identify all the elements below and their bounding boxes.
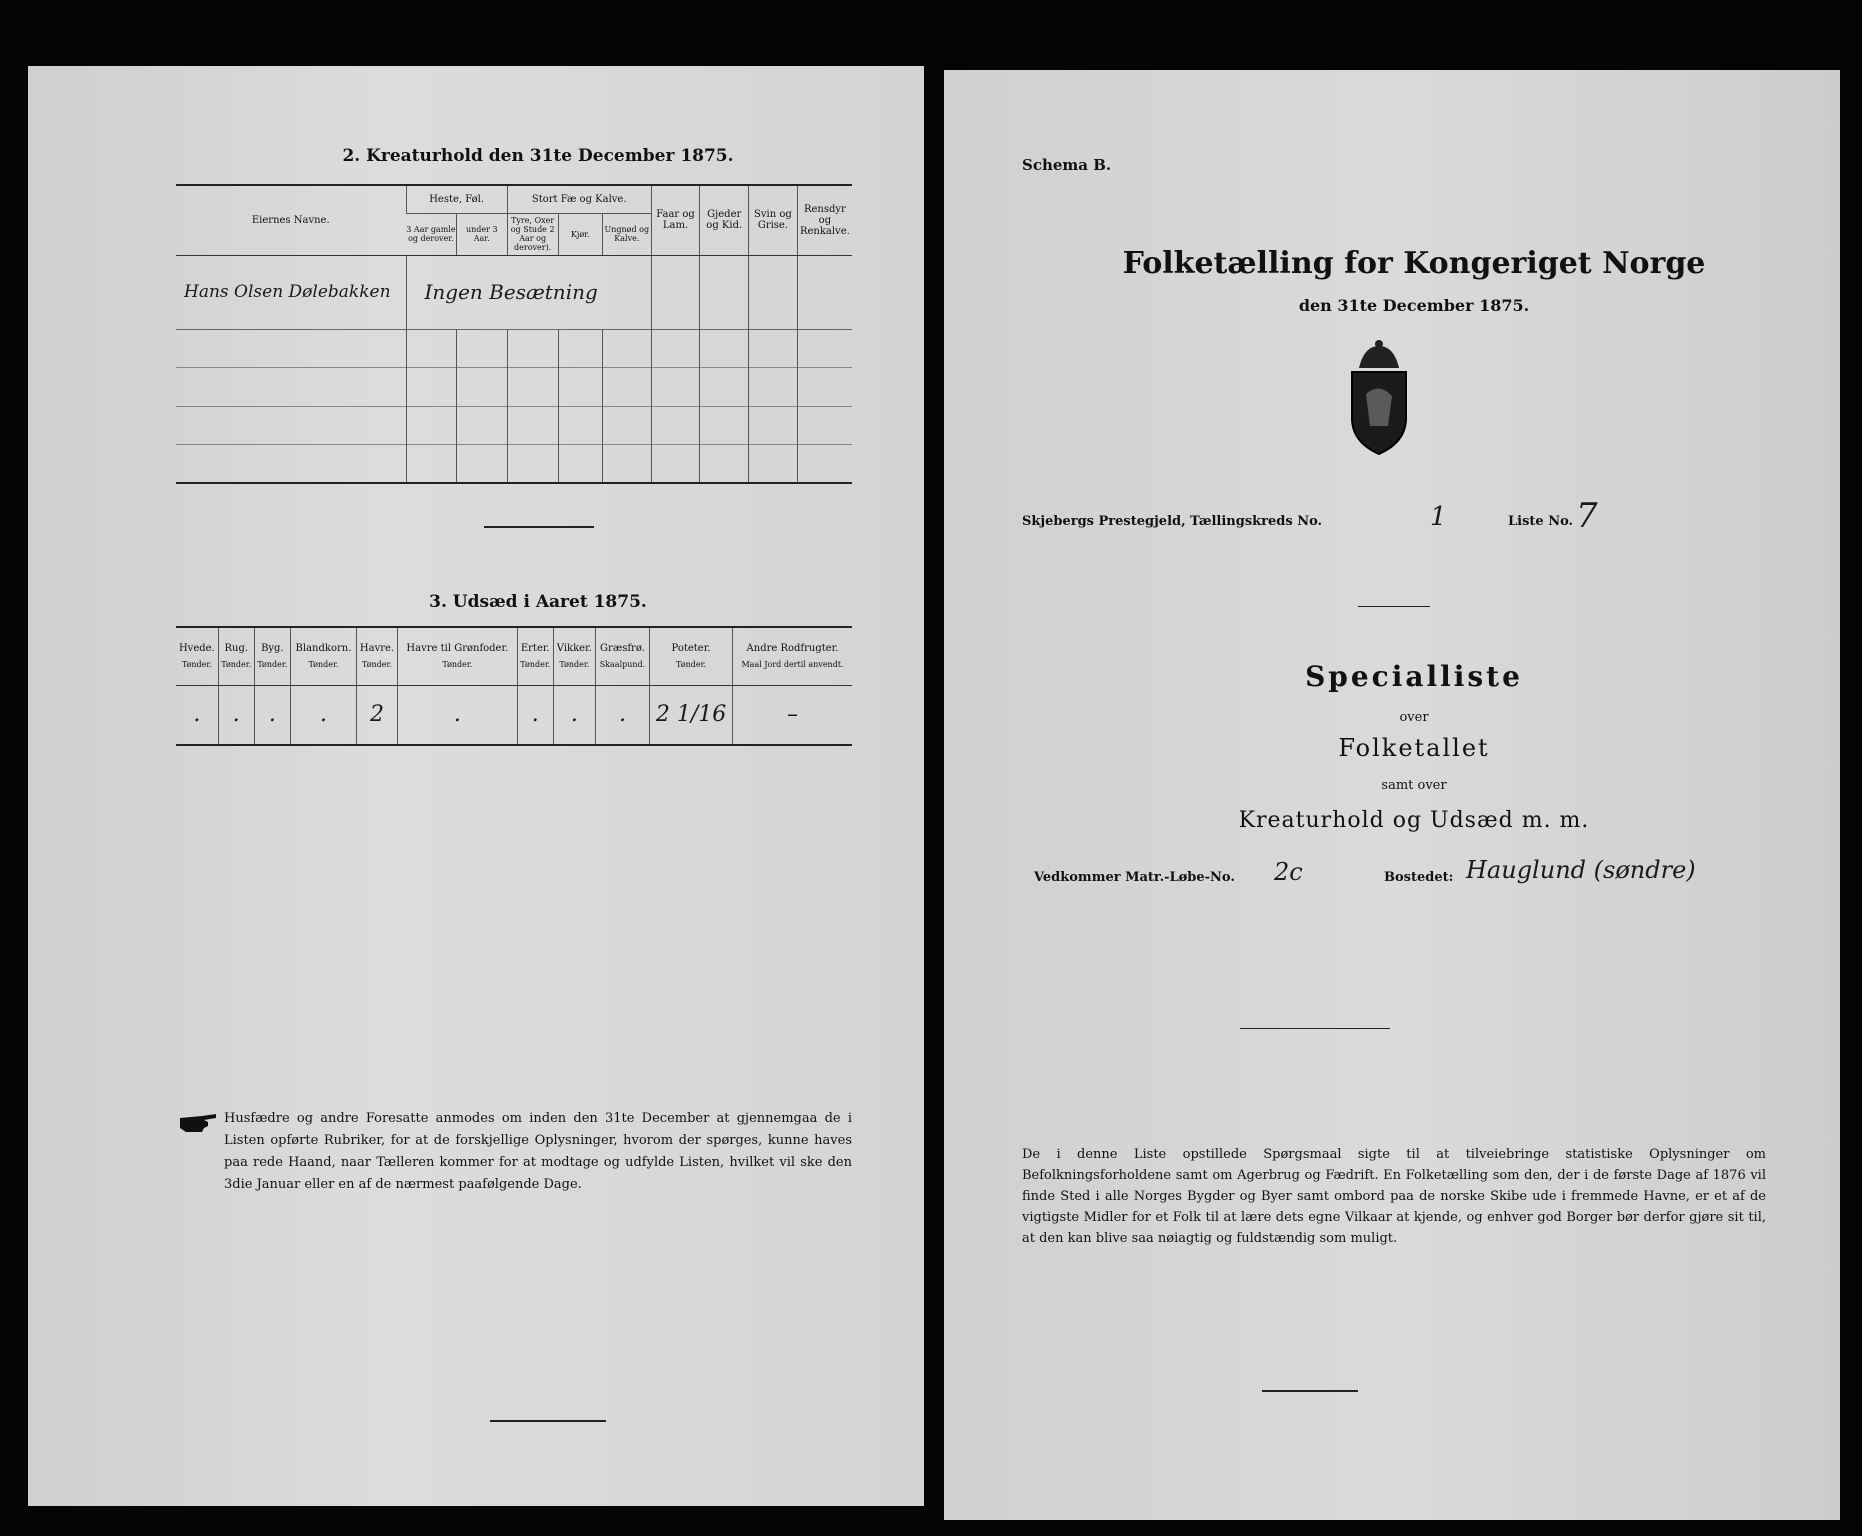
liste-label: Liste No. — [1508, 514, 1574, 529]
seed-column-name: Vikker. — [556, 643, 592, 655]
seed-column-header — [650, 627, 733, 685]
svin-header: Svin og Grise. — [749, 185, 798, 255]
footer-rule — [490, 1420, 606, 1422]
rensdyr-header: Rensdyr og Renkalve. — [797, 185, 852, 255]
folketallet-text: Folketallet — [1338, 734, 1490, 762]
seed-value: . — [193, 702, 201, 728]
left-page — [28, 66, 924, 1506]
seed-column-name: Blandkorn. — [295, 643, 352, 655]
seed-column-name: Hvede. — [178, 643, 215, 655]
seed-column-unit: Tønder. — [308, 660, 339, 670]
census-date: den 31te December 1875. — [1298, 296, 1530, 315]
census-title: Folketælling for Kongeriget Norge — [1122, 246, 1706, 281]
section2-title: 2. Kreaturhold den 31te December 1875. — [342, 146, 734, 166]
coat-of-arms-icon — [1334, 338, 1424, 458]
rule-1 — [1358, 606, 1430, 607]
rule-3 — [1262, 1390, 1358, 1392]
seed-value: 2 1/16 — [650, 685, 733, 745]
gjeder-header: Gjeder og Kid. — [700, 185, 749, 255]
liste-number: 7 — [1576, 496, 1598, 536]
stort-fae-header: Stort Fæ og Kalve. — [507, 185, 651, 213]
seed-value: . — [254, 685, 290, 745]
right-page — [944, 70, 1840, 1520]
seed-column-unit: Maal Jord dertil anvendt. — [741, 660, 844, 670]
seed-column-unit: Tønder. — [221, 660, 252, 670]
seed-column-name: Rug. — [224, 643, 249, 655]
seed-value: . — [398, 685, 518, 745]
seed-column-header — [733, 627, 852, 685]
seed-column-name: Havre. — [359, 643, 395, 655]
seed-column-unit: Tønder. — [520, 660, 551, 670]
seed-column-name: Erter. — [520, 643, 550, 655]
seed-column-name: Havre til Grønfoder. — [406, 643, 509, 655]
seed-column-name: Poteter. — [671, 643, 711, 655]
seed-column-header — [218, 627, 254, 685]
seed-column-header — [176, 627, 218, 685]
divider-rule — [484, 526, 594, 528]
bosted-value: Hauglund (søndre) — [1466, 856, 1696, 884]
specialliste-title: Specialliste — [1305, 660, 1523, 693]
livestock-table — [176, 184, 852, 484]
kjor-header: Kjør. — [558, 213, 602, 255]
livestock-entry: Ingen Besætning — [406, 255, 651, 329]
pointing-hand-icon — [178, 1110, 218, 1134]
notice-text: Husfædre og andre Foresatte anmodes om inden den 31te December at gjennemgaa de i Listen opførte Rubriker, for at de forskjellige Oplysninger, hvorom der spørges, kunne haves paa rede Haand, naar Tælleren kommer for at modtage og udfylde Listen, hvilket vil ske den 3die Januar eller en af de nærmest paafølgende Dage. — [224, 1111, 852, 1192]
owner-name-header: Eiernes Navne. — [176, 185, 406, 255]
seed-column-header — [398, 627, 518, 685]
seed-value: . — [290, 685, 356, 745]
seed-value: – — [733, 685, 852, 745]
kreaturhold-text: Kreaturhold og Udsæd m. m. — [1238, 808, 1590, 833]
tyre-header: Tyre, Oxer og Stude 2 Aar og derover). — [507, 213, 558, 255]
seed-column-unit: Skaalpund. — [599, 660, 646, 670]
section3-title: 3. Udsæd i Aaret 1875. — [429, 592, 647, 612]
seed-column-name: Græsfrø. — [600, 643, 645, 655]
seed-column-unit: Tønder. — [442, 660, 473, 670]
heste-header: Heste, Føl. — [406, 185, 507, 213]
seed-column-header — [290, 627, 356, 685]
samt-over-text: samt over — [1381, 778, 1447, 793]
ungnod-header: Ungnød og Kalve. — [602, 213, 651, 255]
seed-column-name: Andre Rodfrugter. — [746, 643, 839, 655]
seed-value: . — [595, 685, 649, 745]
seed-column-header — [357, 627, 398, 685]
over-text: over — [1399, 710, 1429, 725]
seed-value: . — [553, 685, 595, 745]
rule-2 — [1240, 1028, 1390, 1029]
footnote-text: De i denne Liste opstillede Spørgsmaal sigte til at tilveiebringe statistiske Oplysninger om Befolkningsforholdene samt om Agerbrug og Fædrift. En Folketælling som den, der i de første Dage af 1876 vil finde Sted i alle Norges Bygder og Byer samt ombord paa de norske Skibe ude i fremmede Havne, er et af de vigtigste Midler for et Folk til at lære dets egne Vilkaar at kjende, og enhver god Borger bør derfor gjøre sit til, at den kan blive saa nøiagtig og fuldstændig som muligt. — [1022, 1147, 1766, 1246]
seed-column-unit: Tønder. — [257, 660, 288, 670]
seed-column-header — [517, 627, 553, 685]
seed-value: . — [517, 685, 553, 745]
seed-column-header — [595, 627, 649, 685]
seed-column-unit: Tønder. — [181, 660, 212, 670]
seed-column-unit: Tønder. — [676, 660, 707, 670]
seed-column-header — [553, 627, 595, 685]
heste-3aar-header: 3 Aar gamle og derover. — [406, 213, 456, 255]
seed-column-header — [254, 627, 290, 685]
seed-column-name: Byg. — [261, 643, 284, 655]
seed-table — [176, 626, 852, 746]
seed-column-unit: Tønder. — [559, 660, 590, 670]
kreds-number: 1 — [1430, 502, 1447, 532]
owner-name: Hans Olsen Dølebakken — [184, 282, 391, 303]
bosted-label: Bostedet: — [1384, 870, 1454, 885]
seed-value: 2 — [357, 685, 398, 745]
seed-column-unit: Tønder. — [362, 660, 393, 670]
faar-header: Faar og Lam. — [651, 185, 700, 255]
prestegjeld-label: Skjebergs Prestegjeld, Tællingskreds No. — [1022, 514, 1323, 529]
table-row — [176, 255, 852, 329]
schema-label: Schema B. — [1022, 156, 1112, 174]
matr-label: Vedkommer Matr.-Løbe-No. — [1034, 870, 1235, 885]
seed-value: . — [218, 685, 254, 745]
heste-under-header: under 3 Aar. — [456, 213, 507, 255]
matr-number: 2c — [1274, 858, 1303, 886]
